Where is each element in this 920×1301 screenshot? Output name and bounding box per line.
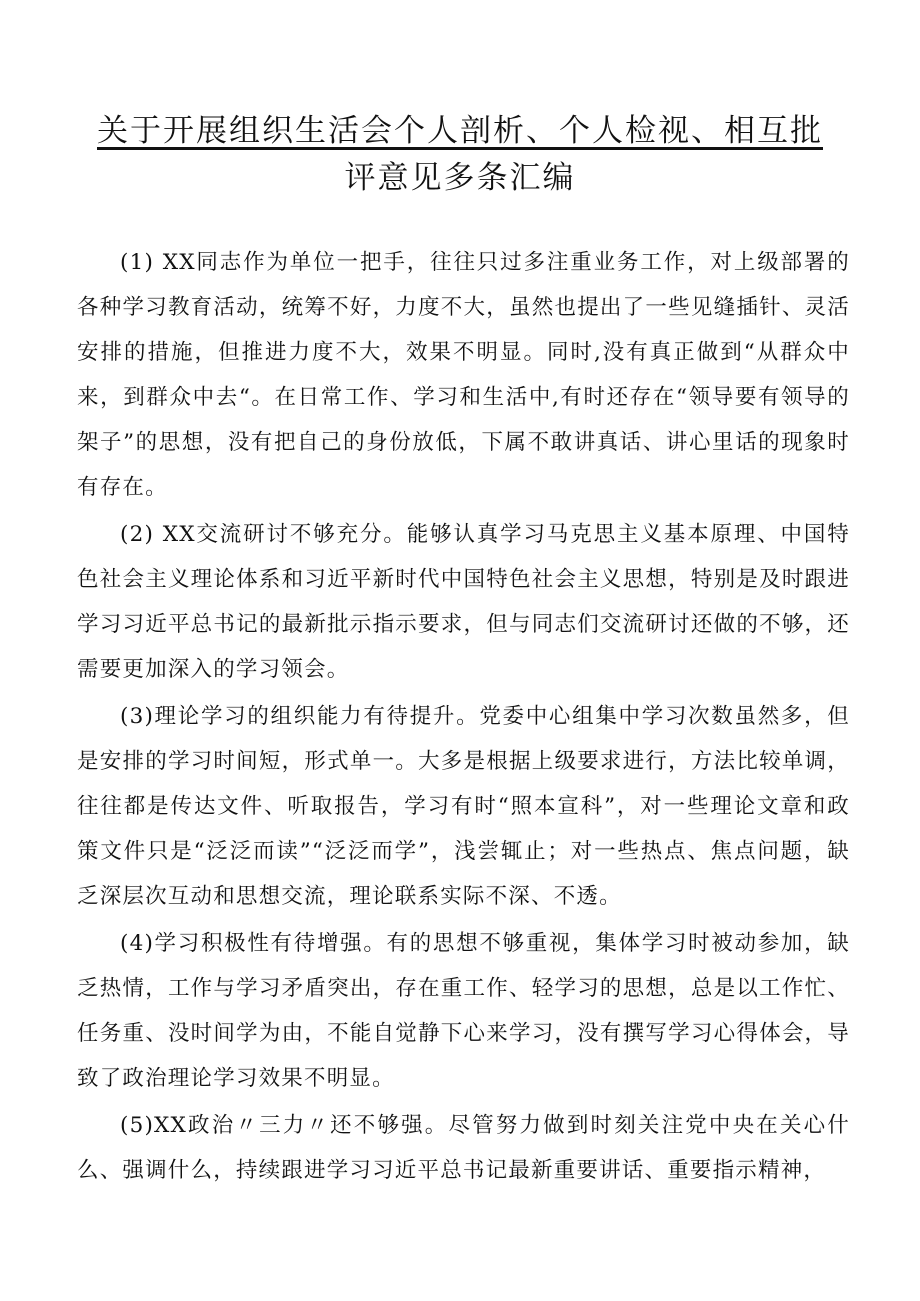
title-line-1: 关于开展组织生活会个人剖析、个人检视、相互批 (97, 113, 823, 149)
title-line-2: 评意见多条汇编 (344, 160, 576, 196)
document-body (77, 240, 850, 1195)
paragraph-2: (2) XX交流研讨不够充分。能够认真学习马克思主义基本原理、中国特色社会主义理论体系和习近平新时代中国特色社会主义思想，特别是及时跟进学习习近平总书记的最新批示指示要求，但与同志们交流研讨还做的不够，还需要更加深入的学习领会。 (77, 522, 850, 682)
paragraph-5: (5)XX政治〃三力〃还不够强。尽管努力做到时刻关注党中央在关心什么、强调什么，持续跟进学习习近平总书记最新重要讲话、重要指示精神， (77, 1113, 850, 1183)
paragraph-4: (4)学习积极性有待增强。有的思想不够重视，集体学习时被动参加，缺乏热情，工作与学习矛盾突出，存在重工作、轻学习的思想，总是以工作忙、任务重、没时间学为由，不能自觉静下心来学习，没有撰写学习心得体会，导致了政治理论学习效果不明显。 (77, 931, 850, 1091)
paragraph-3: (3)理论学习的组织能力有待提升。党委中心组集中学习次数虽然多，但是安排的学习时间短，形式单一。大多是根据上级要求进行，方法比较单调，往往都是传达文件、听取报告，学习有时“照本宣科”，对一些理论文章和政策文件只是“泛泛而读”“泛泛而学”，浅尝辄止；对一些热点、焦点问题，缺乏深层次互动和思想交流，理论联系实际不深、不透。 (77, 704, 850, 909)
document-title (70, 108, 850, 202)
paragraph-1: (1) XX同志作为单位一把手，往往只过多注重业务工作，对上级部署的各种学习教育活动，统筹不好，力度不大，虽然也提出了一些见缝插针、灵活安排的措施，但推进力度不大，效果不明显。同时,没有真正做到“从群众中来，到群众中去“。在日常工作、学习和生活中,有时还存在“领导要有领导的架子”的思想，没有把自己的身份放低，下属不敢讲真话、讲心里话的现象时有存在。 (77, 250, 850, 500)
